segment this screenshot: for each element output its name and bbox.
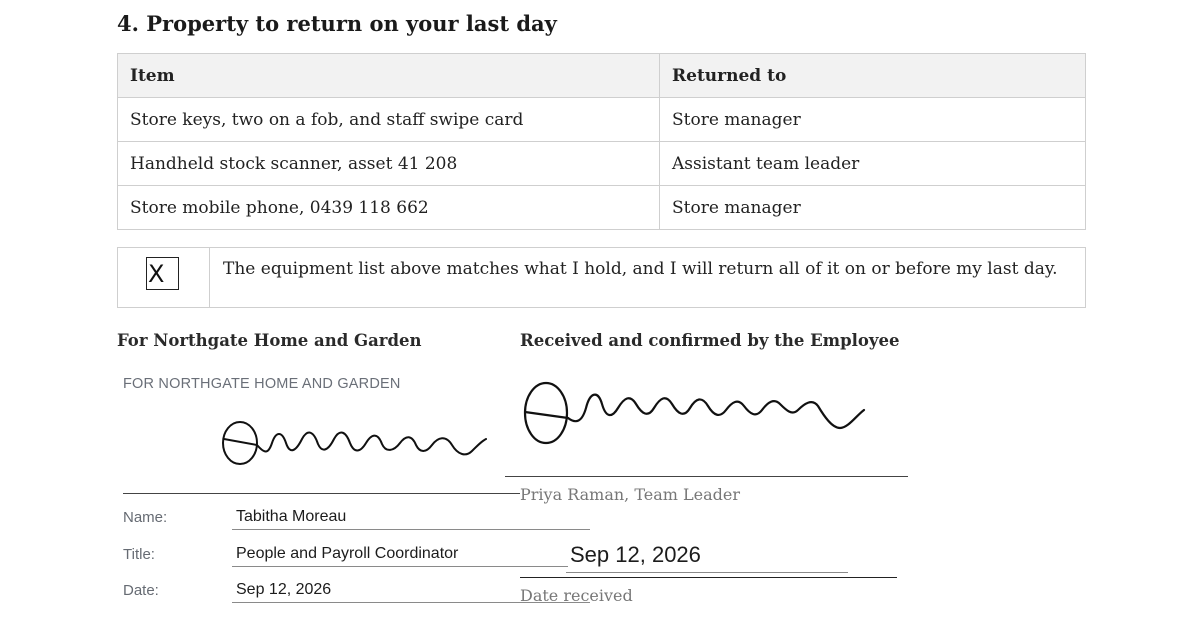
- item-cell: Store mobile phone, 0439 118 662: [118, 186, 660, 230]
- date-label: Date:: [123, 582, 159, 599]
- confirmation-checkbox[interactable]: X: [146, 257, 179, 290]
- name-field-line: [232, 529, 590, 530]
- employee-heading: Received and confirmed by the Employee: [520, 331, 900, 350]
- column-header-returned-to: Returned to: [660, 54, 1086, 98]
- company-caption: FOR NORTHGATE HOME AND GARDEN: [123, 376, 401, 392]
- company-signature: [218, 415, 490, 473]
- item-cell: Handheld stock scanner, asset 41 208: [118, 142, 660, 186]
- employee-signature: [520, 376, 870, 448]
- table-header-row: [118, 54, 1086, 98]
- employee-date-line: [520, 577, 897, 578]
- confirmation-text: The equipment list above matches what I hold, and I will return all of it on or before my last day.: [223, 259, 1058, 279]
- employee-date-underline: [566, 572, 848, 573]
- checkbox-cell: [118, 248, 210, 307]
- table-row: [118, 142, 1086, 186]
- employee-signature-line: [505, 476, 908, 477]
- table-row: [118, 186, 1086, 230]
- confirmation-box: [117, 247, 1086, 308]
- title-value: People and Payroll Coordinator: [236, 545, 459, 562]
- table-row: [118, 98, 1086, 142]
- property-table: [117, 53, 1086, 230]
- name-label: Name:: [123, 509, 168, 526]
- company-signature-line: [123, 493, 520, 494]
- returned-to-cell: Store manager: [660, 98, 1086, 142]
- column-header-item: Item: [118, 54, 660, 98]
- section-title: 4. Property to return on your last day: [117, 11, 557, 36]
- date-value: Sep 12, 2026: [236, 581, 332, 598]
- item-cell: Store keys, two on a fob, and staff swipe card: [118, 98, 660, 142]
- title-field-line: [232, 566, 568, 567]
- returned-to-cell: Assistant team leader: [660, 142, 1086, 186]
- employee-date-value: Sep 12, 2026: [570, 542, 701, 567]
- title-label: Title:: [123, 546, 155, 563]
- name-value: Tabitha Moreau: [236, 508, 347, 525]
- employee-date-caption: Date received: [520, 586, 633, 605]
- employee-signer-name: Priya Raman, Team Leader: [520, 485, 741, 504]
- returned-to-cell: Store manager: [660, 186, 1086, 230]
- company-heading: For Northgate Home and Garden: [117, 331, 422, 350]
